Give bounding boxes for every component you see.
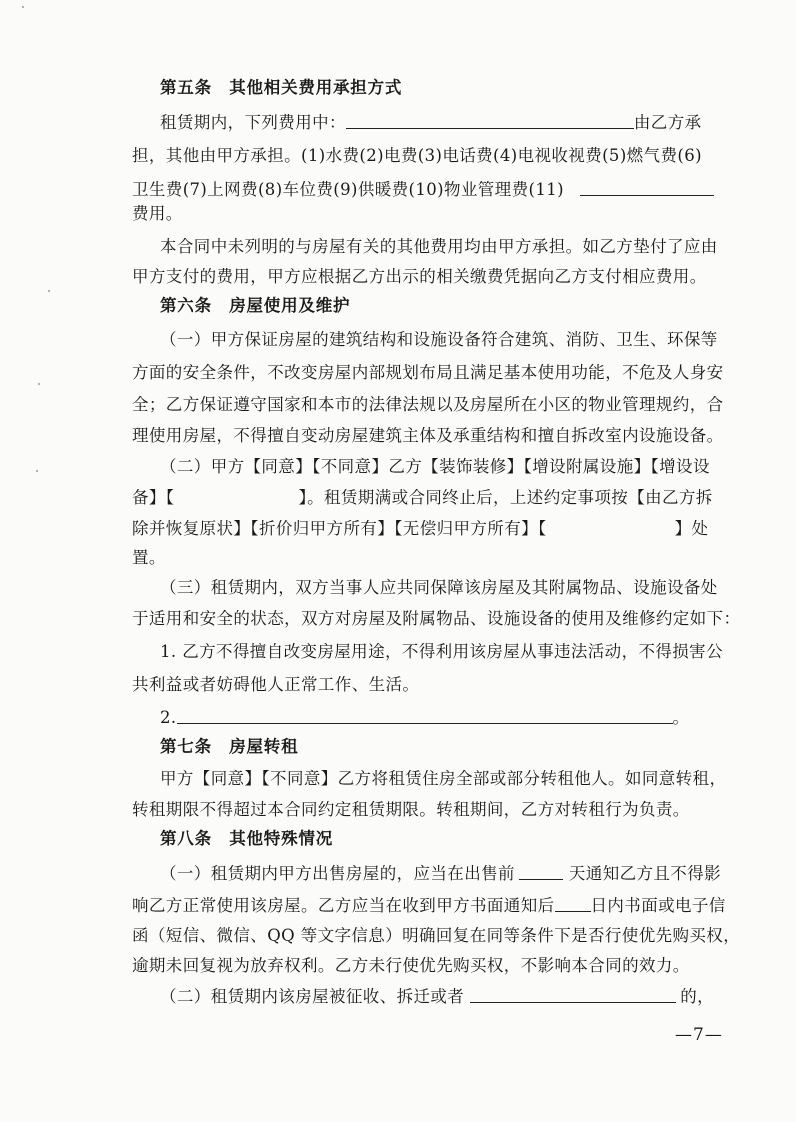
article5-line1-text-a: 租赁期内，下列费用中： bbox=[160, 113, 346, 132]
article6-p2-line3-text-a: 除并恢复原状】【折价归甲方所有】【无偿归甲方所有】【 bbox=[132, 519, 547, 538]
article5-para2-line1: 本合同中未列明的与房屋有关的其他费用均由甲方承担。如乙方垫付了应由 bbox=[160, 237, 718, 256]
article8-p2-line1-text-a: （二）租赁期内该房屋被征收、拆迁或者 bbox=[160, 987, 465, 1006]
other-fee-blank bbox=[580, 178, 714, 196]
article6-p2-line3 bbox=[132, 518, 708, 540]
expropriation-blank bbox=[470, 985, 676, 1003]
article5-line3-text: 卫生费(7)上网费(8)车位费(9)供暖费(10)物业管理费(11) bbox=[132, 180, 564, 199]
article7-line1: 甲方【同意】【不同意】乙方将租赁住房全部或部分转租他人。如同意转租， bbox=[160, 769, 727, 788]
article6-item2 bbox=[160, 706, 689, 729]
article6-p2-line4: 置。 bbox=[132, 548, 166, 567]
article5-line1-text-b: 由乙方承 bbox=[633, 113, 702, 132]
article6-item2-end: 。 bbox=[672, 708, 690, 727]
notice-days-blank bbox=[519, 862, 563, 880]
article6-p3-line1: （三）租赁期内，双方当事人应共同保障该房屋及其附属物品、设施设备处 bbox=[160, 578, 718, 597]
article8-p1-line1-text-a: （一）租赁期内甲方出售房屋的，应当在出售前 bbox=[160, 864, 515, 883]
article6-p2-line2 bbox=[132, 487, 713, 509]
scan-speck bbox=[38, 383, 40, 385]
article8-p1-line2 bbox=[132, 894, 726, 917]
article6-p1-line3: 全；乙方保证遵守国家和本市的法律法规以及房屋所在小区的物业管理规约，合 bbox=[132, 395, 724, 414]
article6-p1-line2: 方面的安全条件，不改变房屋内部规划布局且满足基本使用功能，不危及人身安 bbox=[132, 363, 724, 382]
article8-p2-line1-text-b: 的， bbox=[680, 987, 715, 1006]
article6-p2-line1: （二）甲方【同意】【不同意】乙方【装饰装修】【增设附属设施】【增设设 bbox=[160, 457, 710, 476]
article6-item2-number: 2. bbox=[160, 708, 177, 727]
fee-list-blank bbox=[346, 111, 634, 129]
article5-para2-line2: 甲方支付的费用，甲方应根据乙方出示的相关缴费凭据向乙方支付相应费用。 bbox=[132, 267, 707, 286]
article8-heading: 第八条 其他特殊情况 bbox=[160, 829, 333, 848]
article8-p1-line4: 逾期未回复视为放弃权利。乙方未行使优先购买权，不影响本合同的效力。 bbox=[132, 956, 690, 975]
scan-speck bbox=[36, 470, 38, 472]
article5-line3 bbox=[132, 178, 714, 201]
scan-speck bbox=[48, 290, 50, 292]
reply-days-blank bbox=[555, 894, 591, 912]
article8-p2-line1 bbox=[160, 985, 714, 1008]
article6-p2-line2-text-b: 】。租赁期满或合同终止后，上述约定事项按【由乙方拆 bbox=[298, 488, 713, 507]
article6-p2-line2-text-a: 备】【 bbox=[132, 488, 175, 507]
article5-line4: 费用。 bbox=[132, 204, 183, 223]
article6-p1-line1: （一）甲方保证房屋的建筑结构和设施设备符合建筑、消防、卫生、环保等 bbox=[160, 330, 718, 349]
article8-p1-line1 bbox=[160, 862, 721, 885]
article6-p2-line3-text-b: 】处 bbox=[674, 519, 709, 538]
article5-line2: 担，其他由甲方承担。(1)水费(2)电费(3)电话费(4)电视收视费(5)燃气费(6) bbox=[132, 146, 702, 165]
scan-speck bbox=[22, 6, 24, 8]
page-number: —7— bbox=[675, 1025, 723, 1045]
article8-p1-line1-text-b: 天通知乙方且不得影 bbox=[568, 864, 722, 883]
article6-item1-line1: 1. 乙方不得擅自改变房屋用途，不得利用该房屋从事违法活动，不得损害公 bbox=[160, 642, 723, 661]
article7-line2: 转租期限不得超过本合同约定租赁期限。转租期间，乙方对转租行为负责。 bbox=[132, 800, 690, 819]
article8-p1-line3: 函（短信、微信、QQ 等文字信息）明确回复在同等条件下是否行使优先购买权， bbox=[132, 926, 741, 945]
article5-heading: 第五条 其他相关费用承担方式 bbox=[160, 78, 403, 97]
article6-p3-line2: 于适用和安全的状态，双方对房屋及附属物品、设施设备的使用及维修约定如下： bbox=[132, 609, 741, 628]
article8-p1-line2-text-a: 响乙方正常使用该房屋。乙方应当在收到甲方书面通知后 bbox=[132, 896, 555, 915]
article8-p1-line2-text-b: 日内书面或电子信 bbox=[590, 896, 726, 915]
article5-line1 bbox=[160, 111, 702, 134]
item2-blank bbox=[177, 706, 673, 724]
article7-heading: 第七条 房屋转租 bbox=[160, 737, 299, 756]
article6-heading: 第六条 房屋使用及维护 bbox=[160, 296, 351, 315]
article6-p1-line4: 理使用房屋，不得擅自变动房屋建筑主体及承重结构和擅自拆改室内设施设备。 bbox=[132, 426, 724, 445]
article6-item1-line2: 共利益或者妨碍他人正常工作、生活。 bbox=[132, 675, 420, 694]
